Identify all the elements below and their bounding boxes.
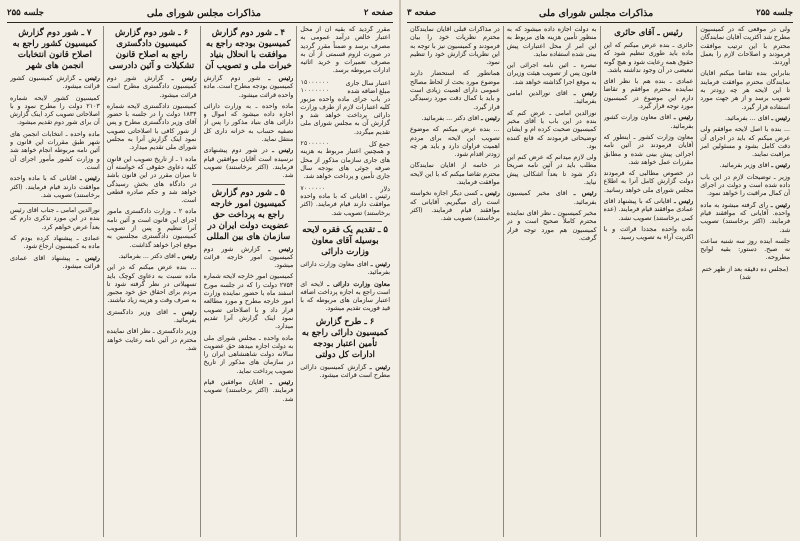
speaker-label: رئیس ـ bbox=[173, 308, 197, 316]
divider bbox=[18, 203, 92, 204]
section-heading: ۴ ـ شور دوم گزارش کمیسیون بودجه راجع به موافقت با انحلال بنیاد خیرات ملی و تصویب آن bbox=[205, 28, 292, 71]
paragraph: ماده واحده ـ مجلس شورای ملی به دولت اجازه میدهد حق عضویت سالانه دولت شاهنشاهی ایران را در سازمان های مذکور از تاریخ تصویب پرداخت نماید. bbox=[203, 334, 294, 375]
page-number: صفحه ۳ bbox=[407, 8, 437, 18]
figure-amount: ۷۰۰۰۰۰۰ bbox=[300, 184, 326, 192]
text-column bbox=[407, 26, 503, 537]
section-heading: رئیس ـ آقای حائری bbox=[614, 28, 683, 38]
paragraph: بنابراین بنده تقاضا میکنم آقایان نمایندگان محترم موافقت فرمایند تا این لایحه هر چه زودتر به تصویب برسد و از هر جهت مورد استفاده قرار گیرد. bbox=[700, 70, 790, 111]
page-gutter bbox=[399, 0, 401, 541]
paragraph-text: آقای وزیر دادگستری بفرمائید. bbox=[106, 308, 197, 325]
paragraph-text: آقای معاون وزارت دارائی بفرمائید. bbox=[300, 260, 390, 277]
divider bbox=[212, 184, 286, 185]
speaker-label: رئیس ـ bbox=[171, 75, 197, 82]
section-heading: ۵ ـ شور دوم گزارش کمیسیون امور خارجه راجع به پرداخت حق عضویت دولت ایران در سازمان های بین المللی bbox=[206, 187, 291, 242]
paragraph: نورالدین امامی ـ جناب آقای رئیس بنده در این مورد تذکری دارم که بعداً عرض خواهم کرد. bbox=[10, 207, 100, 231]
speaker-label: رئیس ـ bbox=[480, 114, 500, 122]
paragraph: مقرر گردید که بقیه آن از محل اعتبار خالص درآمد عمومی به مصرف برسد و ضمناً مقرر گردید در صورت لزوم قسمتی از آن به مصرف تعمیرات و خرید اثاثیه ادارات مربوطه برسد. bbox=[300, 26, 390, 75]
left-page bbox=[400, 0, 800, 541]
text-column bbox=[503, 26, 600, 537]
figure-label: جمع کل bbox=[369, 140, 390, 149]
paragraph-text: در شور دوم پیشنهادی نرسیده است آقایان موافقین قیام فرمایند. (اکثر برخاستند) تصویب شد. bbox=[203, 147, 294, 180]
paragraph: ماده ۱ ـ از تاریخ تصویب این قانون کلیه دعاوی حقوقی که خواسته آن تا میزان مقرر در این قانون باشد در دادگاه های بخش رسیدگی خواهد شد و حکم صادره قطعی است. bbox=[106, 155, 197, 205]
paragraph bbox=[300, 281, 390, 314]
paragraph: ... بنده عرض میکنم که موضوع تصویب این لایحه برای مردم اهمیت فراوان دارد و باید هر چه زودتر اقدام شود. bbox=[410, 126, 500, 159]
paragraph-text: آقای معاون وزارت کشور بفرمائید. bbox=[603, 114, 694, 130]
figure-row bbox=[300, 140, 390, 148]
paragraph-text: آقای وزیر بفرمائید. bbox=[719, 162, 770, 170]
figure-label: دلار bbox=[380, 184, 390, 193]
speaker-label: رئیس ـ bbox=[771, 114, 790, 122]
paragraph: نورالدین امامی ـ عرض کنم که بنده در این باب با آقای مخبر کمیسیون صحبت کرده ام و ایشان توضیحاتی فرمودند که قانع کننده بود. bbox=[506, 109, 597, 150]
paragraph-text: گزارش کمیسیون کشور قرائت میشود. bbox=[10, 75, 100, 91]
page-header bbox=[407, 6, 793, 23]
paragraph: ماده ۲ ـ وزارت دادگستری مأمور اجرای این قانون است و آئین نامه آنرا تنظیم و پس از تصویب کمیسیون دادگستری مجلسین به موقع اجرا خواهد گذاشت. bbox=[106, 208, 197, 249]
paragraph bbox=[107, 253, 197, 261]
speaker-label: رئیس ـ bbox=[771, 162, 790, 170]
paragraph: وزیر ـ توضیحات لازم در این باب داده شده است و دولت در اجرای آن کمال مراقبت را خواهد نمود. bbox=[700, 173, 790, 198]
paragraph: ... بنده با اصل لایحه موافقم ولی عرض میکنم که باید در اجرای آن دقت کامل بشود و مسئولین امر مراقبت نمایند. bbox=[700, 126, 790, 159]
paragraph-text: رأی گرفته میشود به ماده واحده. آقایانی که موافقند قیام فرمایند. (اکثر برخاستند) تصویب شد. bbox=[700, 201, 790, 234]
figure-row bbox=[300, 185, 390, 193]
divider bbox=[308, 221, 382, 222]
paragraph bbox=[604, 114, 694, 131]
text-columns bbox=[7, 26, 393, 537]
paragraph: در مذاکرات قبلی آقایان نمایندگان محترم نظریات خود را بیان فرمودند و کمیسیون نیز با توجه به این نظریات گزارش خود را تنظیم نمود. bbox=[410, 26, 500, 67]
publication-title: مذاکرات مجلس شورای ملی bbox=[146, 7, 261, 19]
section-heading: ۶ ـ شور دوم گزارش کمیسیون دادگستری راجع به اصلاح قانون تشکیلات و آئین دادرسی bbox=[108, 28, 195, 71]
text-column bbox=[296, 26, 393, 537]
figure-amount: ۱۵۰۰۰۰۰۰ bbox=[300, 78, 330, 86]
paragraph: عمادی ـ بنده هم با نظر آقای نماینده محترم موافقم و تقاضا دارم این موضوع در کمیسیون مورد توجه قرار گیرد. bbox=[603, 78, 694, 111]
paragraph-text: آقای مخبر کمیسیون بفرمائید. bbox=[506, 190, 597, 206]
paragraph: در باب جرای ماده واحده مزبور کلیه اعتبارات لازم از طرف وزارت دارائی پرداخت خواهد شد و گزارش آن به مجلس شورای ملی تقدیم میگردد. bbox=[300, 95, 390, 136]
paragraph bbox=[10, 255, 100, 272]
paragraph bbox=[700, 202, 790, 235]
paragraph: در خصوص مطالبی که فرمودند دولت گزارش کامل آنرا به اطلاع مجلس شورای ملی خواهد رسانید. bbox=[603, 170, 694, 194]
figure-row bbox=[300, 79, 390, 87]
text-column bbox=[696, 26, 793, 537]
page-header bbox=[7, 6, 393, 23]
speaker-label: رئیس ـ bbox=[177, 252, 197, 260]
paragraph: ماده واحده مجدداً قرائت و با اکثریت آراء به تصویب رسید. bbox=[603, 225, 694, 242]
paragraph-text: پیشنهاد آقای عمادی قرائت میشود. bbox=[10, 254, 100, 270]
paragraph: ولی در موقعی که در کمیسیون مطرح شد اکثریت آقایان نمایندگان محترم با این ترتیب موافقت فرمودند و اصلاحات لازم را بعمل آوردند. bbox=[700, 26, 790, 67]
speaker-label: رئیس ـ bbox=[573, 90, 597, 98]
speaker-label: رئیس ـ bbox=[79, 175, 100, 183]
paragraph bbox=[300, 261, 390, 278]
paragraph: ماده واحده ـ انتخابات انجمن های شهر طبق مقررات این قانون و آئین نامه مربوطه انجام خواهد شد و وزارت کشور مأمور اجرای آن است. bbox=[10, 130, 100, 171]
speaker-label: رئیس ـ bbox=[480, 190, 500, 198]
paragraph-text: آقای دکتر ... بفرمائید. bbox=[421, 114, 479, 122]
paragraph: ولی لازم میدانم که عرض کنم این مطلب باید در آئین نامه صریحاً ذکر شود تا بعداً اشکالی پیش نیاید. bbox=[506, 154, 597, 187]
paragraph-text: گزارش کمیسیون دارائی مطرح است قرائت میشود. bbox=[300, 363, 390, 380]
figure-row bbox=[300, 87, 390, 95]
paragraph bbox=[107, 309, 197, 326]
speaker-label: رئیس ـ bbox=[79, 75, 100, 82]
paragraph: معاون وزارت کشور ـ اینطور که آقایان فرمودند در آئین نامه اجرائی پیش بینی شده و مطابق مقررات عمل خواهد شد. bbox=[603, 133, 694, 166]
paragraph bbox=[507, 90, 597, 107]
session-number: جلسه ۲۵۵ bbox=[7, 8, 44, 18]
paragraph: رئیس ـ آقایانی که با ماده واحده موافقت دارند قیام فرمایند. (اکثر برخاستند) تصویب شد. bbox=[300, 193, 390, 217]
paragraph bbox=[410, 115, 500, 123]
section-heading: ۵ ـ تقدیم یک فقره لایحه بوسیله آقای معاون وزارت دارائی bbox=[302, 224, 388, 257]
paragraph-text: آقایانی که با پیشنهاد آقای عمادی موافقند قیام فرمایند. (عده کمی برخاستند) تصویب نشد. bbox=[603, 198, 694, 222]
paragraph: تبصره ـ آئین نامه اجرائی این قانون پس از تصویب هیئت وزیران به موقع اجرا گذاشته خواهد شد. bbox=[506, 62, 597, 86]
page-number: صفحه ۲ bbox=[363, 8, 393, 18]
section-heading: ۷ ـ شور دوم گزارش کمیسیون کشور راجع به اصلاح قانون انتخابات انجمن های شهر bbox=[12, 28, 98, 71]
speaker-label: رئیس ـ bbox=[573, 190, 597, 198]
speaker-label: رئیس ـ bbox=[268, 245, 294, 253]
paragraph-text: گزارش شور دوم کمیسیون امور خارجه قرائت میشود. bbox=[203, 245, 294, 270]
paragraph bbox=[410, 190, 500, 223]
paragraph bbox=[204, 75, 294, 100]
paragraph-text: آقایانی که با ماده واحده موافقت دارند قیام فرمایند. (اکثر برخاستند) تصویب شد. bbox=[10, 175, 100, 199]
paragraph bbox=[700, 162, 790, 170]
section-heading: ۶ ـ طرح گزارش کمیسیون دارائی راجع به تأمین اعتبار بودجه ادارات کل دولتی bbox=[301, 316, 389, 360]
speaker-label: رئیس ـ bbox=[673, 198, 694, 206]
speaker-label: معاون وزارت دارائی ـ bbox=[327, 280, 390, 288]
paragraph bbox=[507, 190, 597, 207]
paragraph bbox=[204, 147, 294, 180]
speaker-label: رئیس ـ bbox=[673, 114, 694, 122]
paragraph: همانطور که استحضار دارند موضوع مورد بحث از لحاظ مصالح عمومی دارای اهمیت زیادی است و باید با کمال دقت مورد رسیدگی قرار گیرد. bbox=[410, 70, 500, 111]
paragraph: کمیسیون دادگستری لایحه شماره ۱۸۳۴ دولت را در جلسه با حضور آقای وزیر دادگستری مطرح و پس از شور کافی با اصلاحاتی تصویب نمود اینک گزارش آنرا به مجلس شورای ملی تقدیم میدارد. bbox=[106, 102, 197, 152]
paragraph-text: آقای دکتر ... بفرمائید. bbox=[118, 252, 176, 260]
paragraph-text: آقای نورالدین امامی بفرمائید. bbox=[506, 90, 597, 106]
session-note: (مجلس ده دقیقه بعد از ظهر ختم شد) bbox=[701, 265, 789, 282]
paragraph bbox=[10, 75, 100, 92]
paragraph: به دولت اجازه داده میشود که به منظور تأمین هزینه های مربوط به این امر از محل اعتبارات پیش بینی شده استفاده نماید. bbox=[506, 26, 597, 58]
text-column bbox=[600, 26, 697, 537]
text-columns bbox=[407, 26, 793, 537]
paragraph: عمادی ـ پیشنهاد کرده بودم که ماده به کمیسیون ارجاع شود. bbox=[10, 235, 100, 251]
paragraph: کمیسیون امور خارجه لایحه شماره ۲۷۵۴ دولت را که در جلسه مورخ اسفند ماه با حضور نماینده وزارت امور خارجه مطرح و مورد مطالعه قرار داد و با اصلاحاتی تصویب نمود اینک گزارش آنرا تقدیم میدارد. bbox=[203, 273, 294, 331]
text-column bbox=[103, 26, 200, 537]
paragraph bbox=[604, 198, 694, 223]
paragraph: کمیسیون کشور لایحه شماره ۲۱۰۳ دولت را مطرح نمود و با اصلاحاتی تصویب کرد اینک گزارش آن برای شور دوم تقدیم میشود. bbox=[10, 94, 100, 127]
text-column bbox=[7, 26, 103, 537]
paragraph-text: لایحه ای است راجع به اجازه پرداخت اضافه اعتبار سازمان های مربوطه که با قید فوریت تقدیم میشود. bbox=[300, 280, 390, 313]
paragraph-text: آقای ... بفرمائید. bbox=[724, 114, 770, 122]
paragraph-text: گزارش شور دوم کمیسیون دادگستری مطرح است قرائت میشود. bbox=[106, 75, 197, 99]
paragraph bbox=[10, 175, 100, 200]
paragraph bbox=[204, 379, 294, 404]
paragraph-text: آقایان موافقین قیام فرمایند. (اکثر برخاستند) تصویب شد. bbox=[203, 379, 294, 403]
paragraph bbox=[204, 246, 294, 271]
paragraph: وزیر دادگستری ـ نظر آقای نماینده محترم در آئین نامه رعایت خواهد شد. bbox=[106, 328, 197, 352]
speaker-label: رئیس ـ bbox=[272, 147, 294, 155]
paragraph-text: شور دوم گزارش کمیسیون بودجه مطرح است. ماده واحده قرائت میشود. bbox=[203, 75, 294, 99]
paragraph bbox=[700, 115, 790, 123]
paragraph: مخبر کمیسیون ـ نظر آقای نماینده محترم کاملاً صحیح است و در کمیسیون هم مورد توجه قرار گرفت. bbox=[506, 209, 597, 242]
figure-amount: ۲۵۰۰۰۰۰۰ bbox=[300, 140, 330, 148]
paragraph-text: کسی دیگر اجازه نخواسته است رأی میگیریم. آقایانی که موافقند قیام فرمایند. (اکثر برخاستند) تصویب شد. bbox=[410, 190, 500, 223]
paragraph: در خاتمه از آقایان نمایندگان محترم تقاضا میکنم که با این لایحه موافقت فرمایند. bbox=[410, 162, 500, 187]
speaker-label: رئیس ـ bbox=[269, 379, 294, 387]
paragraph bbox=[300, 364, 390, 381]
paragraph bbox=[107, 75, 197, 100]
figure-amount: ۱۰۰۰۰۰۰۰ bbox=[300, 87, 330, 95]
text-column bbox=[200, 26, 297, 537]
speaker-label: رئیس ـ bbox=[369, 363, 390, 371]
paragraph: ... بنده عرض میکنم که در این ماده نسبت به دعاوی کوچک باید تسهیلاتی در نظر گرفته شود تا مردم برای احقاق حق خود مجبور به صرف وقت و هزینه زیاد نباشند. bbox=[106, 264, 197, 305]
paragraph: جلسه آینده روز سه شنبه ساعت نه صبح. دستور: بقیه لوایح مطروحه. bbox=[700, 237, 790, 262]
figure-label: مبلغ اضافه شده bbox=[347, 87, 390, 96]
paragraph: ماده واحده ـ به وزارت دارائی اجازه داده میشود که اموال و دارائی های بنیاد مذکور را پس از تصفیه حساب به خزانه داری کل منتقل نماید. bbox=[203, 102, 294, 144]
figure-label: اعتبار سال جاری bbox=[345, 78, 390, 87]
paragraph: حائری ـ بنده عرض میکنم که این ماده باید طوری تنظیم شود که حقوق همه رعایت شود و هیچ گونه تبعیضی در آن وجود نداشته باشد. bbox=[603, 42, 694, 74]
speaker-label: رئیس ـ bbox=[76, 254, 100, 262]
speaker-label: رئیس ـ bbox=[770, 201, 790, 209]
session-number: جلسه ۲۵۵ bbox=[756, 8, 793, 18]
speaker-label: رئیس ـ bbox=[370, 260, 390, 268]
speaker-label: رئیس ـ bbox=[268, 75, 294, 82]
publication-title: مذاکرات مجلس شورای ملی bbox=[539, 7, 654, 19]
paragraph: و همچنین اعتبار مربوط به هزینه های جاری سازمان مذکور از محل صرفه جوئی های بودجه سال جاری تأمین و پرداخت خواهد شد. bbox=[300, 148, 390, 181]
